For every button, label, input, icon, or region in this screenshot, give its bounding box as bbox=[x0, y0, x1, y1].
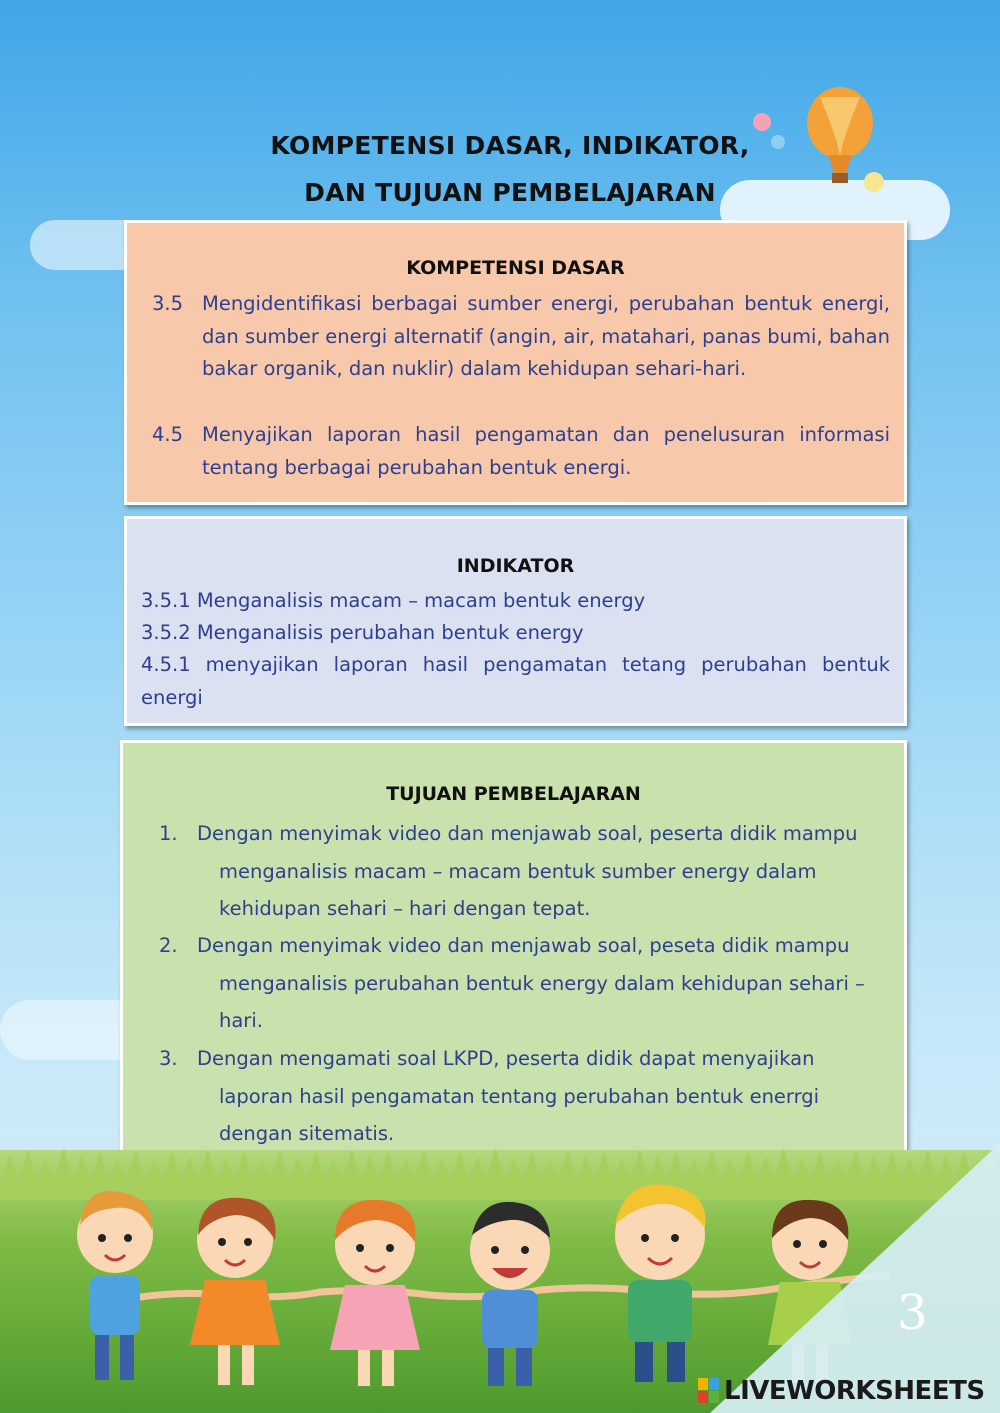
kompetensi-item-number: 3.5 bbox=[152, 292, 184, 315]
indikator-item: 3.5.2 Menganalisis perubahan bentuk energy bbox=[141, 621, 584, 644]
tujuan-item-number: 3. bbox=[159, 1047, 178, 1070]
tujuan-item-number: 1. bbox=[159, 822, 178, 845]
indikator-heading: INDIKATOR bbox=[456, 555, 575, 577]
title-line-2: DAN TUJUAN PEMBELAJARAN bbox=[304, 178, 716, 207]
kompetensi-dasar-panel bbox=[124, 220, 907, 505]
page-number: 3 bbox=[897, 1285, 928, 1341]
tujuan-item-text: Dengan menyimak video dan menjawab soal, peseta didik mampu menganalisis perubahan bentuk energy dalam kehidupan sehari – hari. bbox=[197, 934, 865, 1032]
page-title bbox=[130, 122, 890, 216]
indikator-item: 4.5.1 menyajikan laporan hasil pengamatan tetang perubahan bentuk energi bbox=[141, 653, 890, 709]
indikator-panel bbox=[124, 516, 907, 726]
indikator-item: 3.5.1 Menganalisis macam – macam bentuk energy bbox=[141, 589, 646, 612]
brand-watermark: LIVEWORKSHEETS bbox=[724, 1376, 985, 1406]
kompetensi-dasar-heading: KOMPETENSI DASAR bbox=[406, 257, 625, 279]
tujuan-heading: TUJUAN PEMBELAJARAN bbox=[386, 783, 641, 805]
kompetensi-item bbox=[152, 288, 890, 386]
kompetensi-item-number: 4.5 bbox=[152, 423, 184, 446]
tujuan-item bbox=[159, 815, 886, 928]
tujuan-item-text: Dengan menyimak video dan menjawab soal, peserta didik mampu menganalisis macam – macam bentuk sumber energy dalam kehidupan sehari – hari dengan tepat. bbox=[197, 822, 858, 920]
kompetensi-item bbox=[152, 419, 890, 484]
tujuan-pembelajaran-panel bbox=[120, 740, 907, 1153]
kompetensi-item-text: Mengidentifikasi berbagai sumber energi, perubahan bentuk energi, dan sumber energi alternatif (angin, air, matahari, panas bumi, bahan bakar organik, dan nuklir) dalam kehidupan sehari-hari. bbox=[202, 292, 890, 380]
title-line-1: KOMPETENSI DASAR, INDIKATOR, bbox=[270, 131, 750, 160]
tujuan-item bbox=[159, 1040, 886, 1153]
kompetensi-item-text: Menyajikan laporan hasil pengamatan dan penelusuran informasi tentang berbagai perubahan bentuk energi. bbox=[202, 423, 890, 479]
tujuan-item-text: Dengan mengamati soal LKPD, peserta didik dapat menyajikan laporan hasil pengamatan tentang perubahan bentuk enerrgi dengan sitematis. bbox=[197, 1047, 820, 1145]
liveworksheets-logo-icon bbox=[698, 1378, 720, 1404]
tujuan-item-number: 2. bbox=[159, 934, 178, 957]
tujuan-item bbox=[159, 927, 886, 1040]
page-corner-decoration bbox=[710, 1143, 1000, 1413]
